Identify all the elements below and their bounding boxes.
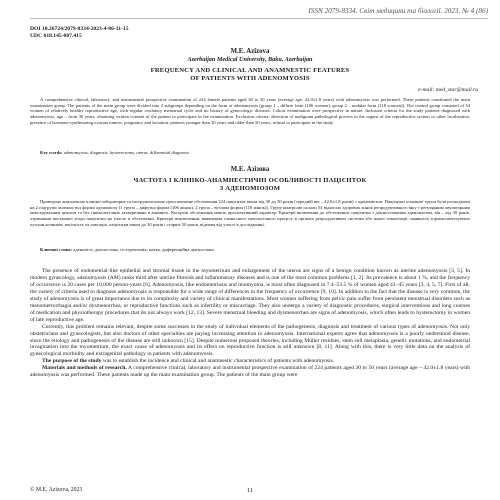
affiliation-en: Azerbaijan Medical University, Baku, Azerbaijan (187, 56, 313, 63)
methods-text: A comprehensive clinical, laboratory and instrumental prospective examination of 224 patients aged 30 to 50 years (average age – 42.0±1.8 years) with adenomyosis was performed. These patients made up the main examination group. The patients of the main group were (30, 365, 470, 379)
copyright: © M.E. Azizova, 2023 (30, 487, 83, 493)
keywords-en (30, 150, 470, 156)
title-uk-line-2: З АДЕНОМІОЗОМ (219, 185, 281, 192)
journal-header: ISSN 2079-8334. Світ медицини та біології. 2023. № 4 (86) (308, 7, 488, 15)
purpose-label: The purpose of the study (42, 358, 102, 365)
author-email: e-mail: med_star@mail.ru (418, 87, 478, 93)
title-uk-line-1: ЧАСТОТА І КЛІНІКО-АНАМНЕСТИЧНІ ОСОБЛИВОСТІ ПАЦІЄНТОК (133, 177, 367, 184)
title-en-line-1: FREQUENCY AND CLINICAL AND ANAMNESTIC FEATURES (150, 67, 350, 74)
page-number: 11 (246, 487, 254, 494)
keywords-en-text: adenomyosis, diagnosis, hysterectomy, uterus, differential diagnosis. (63, 150, 190, 155)
abstract-uk: Проведено комплексне клініко-лабораторне та інструментальне проспективне обстеження 224 пацієнток віком від 30 до 50 років (середній вік – 42,0±1,8 років) з аденоміозом. Пацієнтки основної групи були розподілені на 2 підгрупи залежно від форми аденоміозу (1 група – дифузна форма (106 жінок), 2 група – вузлова форма (118 жінок)). Групу контролю склали 54 відносно здорових жінок репродуктивного віку з регулярним овуляторним менструальним циклом та без гінекологічних захворювань в анамнезі. Когортні обстеження мають проспективний характер. Критерії включення до обстеження: пацієнтки з діагностованим аденоміозом, вік – від 30 років, отримання письмової згоди пацієнтки на участь в обстеженні. Критерії виключення: виявлення злоякісного патологічного процесу в органах репродуктивної системи або іншої локалізації, наявність гормонсинтезуючих пухлин яєчників, вагітність та лактація, пацієнтки віком до 30 років і старше 50 років, відмова від участі в дослідженні. (30, 199, 470, 227)
keywords-uk-label: Ключові слова: (40, 247, 73, 252)
body-paragraph-relevance: Currently, this problem remains relevant, despite some successes in the study of individual elements of the pathogenesis, diagnosis and treatment of various types of adenomyosis. Not only obstetricians and gynecologists, but also doctors of other specialties are paying increasing attention to adenomyosis. International experts agree that adenomyosis is a poorly understood disease, since the etiology and pathogenesis of the disease are still unknown [15]. Despite numerous proposed theories, including Müller residues, stem cell metaplasia, genetic mutations, and endometrial invagination into the myometrium, the exact cause of adenomyosis and its effect on reproductive function is still unknown [8, 11]. Along with this, there is very little data on the analysis of gynecological morbidity and extragenital pathology in patients with adenomyosis. (30, 323, 470, 358)
author-uk: М.Е. Азізова (230, 166, 270, 173)
body-paragraph-intro: The presence of endometrial-like epithelial and stromal tissue in the myometrium and enlargement of the uterus are signs of a benign condition known as uterine adenomyosis [3, 5]. In modern gynecology, adenomyosis (AM) ranks third after uterine fibroids and inflammatory diseases and is one of the most common problems [1, 2]. Its prevalence is about 1 %, and the frequency of occurrence is 20 cases per 10,000 person-years [6]. Adenomyosis, like endometriosis and leiomyoma, is most often diagnosed in 7.4–53.5 % of women aged 41–45 years [3, 4, 5, 7]. First of all, the variety of criteria used to diagnose adenomyosis is responsible for a wide range of differences in the frequency of occurrence [9, 10]. In addition to the fact that the disease is very common, the study of adenomyosis is of great importance due to its complexity and variety of clinical manifestations. Most women suffering from pelvic pain suffer from persistent menstrual disorders such as menometrorrhagia and/or dysmenorrhea, or reproductive functions such as infertility or miscarriage. They also undergo a variety of diagnostic procedures, surgical interventions and long courses of medication and physiotherapy procedures that do not always work [12, 13]. Severe menstrual bleeding and dysmenorrhea are signs of adenomyosis, which often leads to hysterectomy in women of late reproductive age. (30, 268, 470, 323)
title-en-line-2: OF PATIENTS WITH ADENOMYOSIS (190, 75, 310, 82)
doi-line: DOI 10.26724/2079-8334-2023-4-86-11-15 (30, 26, 129, 32)
keywords-uk-text: аденоміоз, діагностика, гістеректомія, матка, диференційна діагностика. (73, 247, 215, 252)
keywords-en-label: Key words: (40, 150, 63, 155)
author-en: M.E. Azizova (230, 48, 270, 55)
methods-label: Materials and methods of research. (42, 365, 127, 372)
body-paragraph-methods (30, 365, 470, 379)
header-divider (30, 18, 488, 19)
abstract-en: A comprehensive clinical, laboratory, and instrumental prospective examination of 224 female patients aged 30 to 50 years (average age, 42.0±1.8 years) with adenomyosis was performed. These patients constituted the main examination group. The patients of the main group were divided into 2 subgroups depending on the form of adenomyosis (group 1 – diffuse form (106 women), group 2 – nodular form (118 women)). The control group consisted of 54 women of relatively healthy reproductive age, with regular ovulatory menstrual cycle and no history of gynecologic diseases. Cohort examination were prospective in nature. Inclusion criteria for the study patients diagnosed with adenomyosis, age – from 30 years, obtaining written consent of the patient to participate in the examination. Exclusion criteria: detection of malignant pathological process in the organs of the reproductive system or other localization, presence of hormone-synthesizing ovarian tumors, pregnancy and lactation, patients younger than 30 years and older than 50 years, refusal to participate in the study. (30, 97, 470, 125)
keywords-uk (30, 247, 470, 253)
udc-line: UDC 618.145-007.415 (30, 33, 82, 39)
purpose-text: was to establish the incidence and clinical and anamnestic characteristics of patients with adenomyosis. (101, 358, 335, 365)
article-body (30, 268, 470, 379)
